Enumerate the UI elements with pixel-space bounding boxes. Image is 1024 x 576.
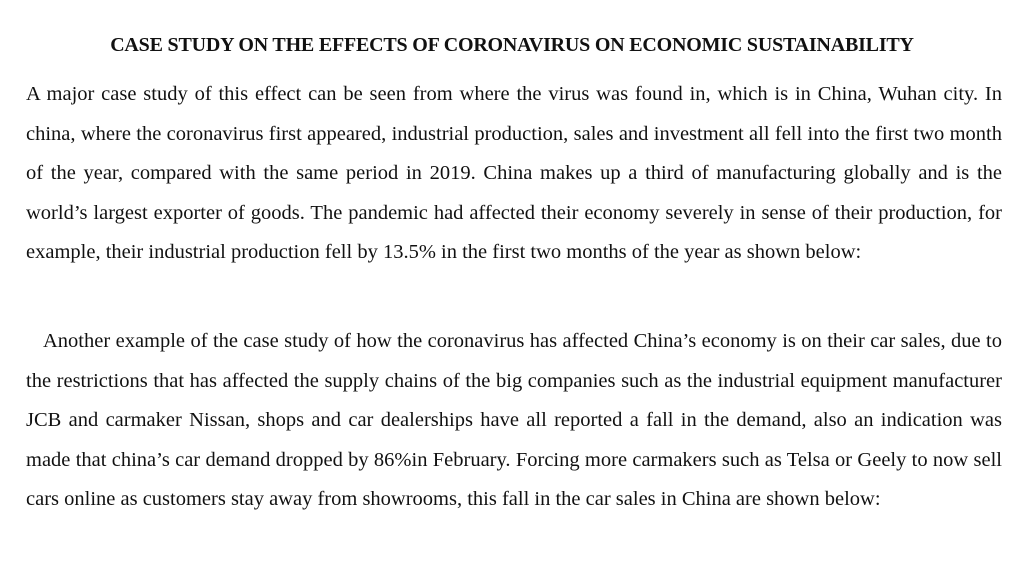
paragraph-china-car-sales: Another example of the case study of how the coronavirus has affected China’s economy is on their car sales, due to the restrictions that has affected the supply chains of the big companies such as the industrial equipment manufacturer JCB and carmaker Nissan, shops and car dealerships have all reported a fall in the demand, also an indication was made that china’s car demand dropped by 86%in February. Forcing more carmakers such as Telsa or Geely to now sell cars online as customers stay away from showrooms, this fall in the car sales in China are shown below: [26,330,1002,510]
page-title: CASE STUDY ON THE EFFECTS OF CORONAVIRUS ON ECONOMIC SUSTAINABILITY [110,34,914,56]
paragraph-china-production: A major case study of this effect can be seen from where the virus was found in, which is in China, Wuhan city. In china, where the coronavirus first appeared, industrial production, sales and investment all fell into the first two month of the year, compared with the same period in 2019. China makes up a third of manufacturing globally and is the world’s largest exporter of goods. The pandemic had affected their economy severely in sense of their production, for example, their industrial production fell by 13.5% in the first two months of the year as shown below: [26,83,1002,263]
